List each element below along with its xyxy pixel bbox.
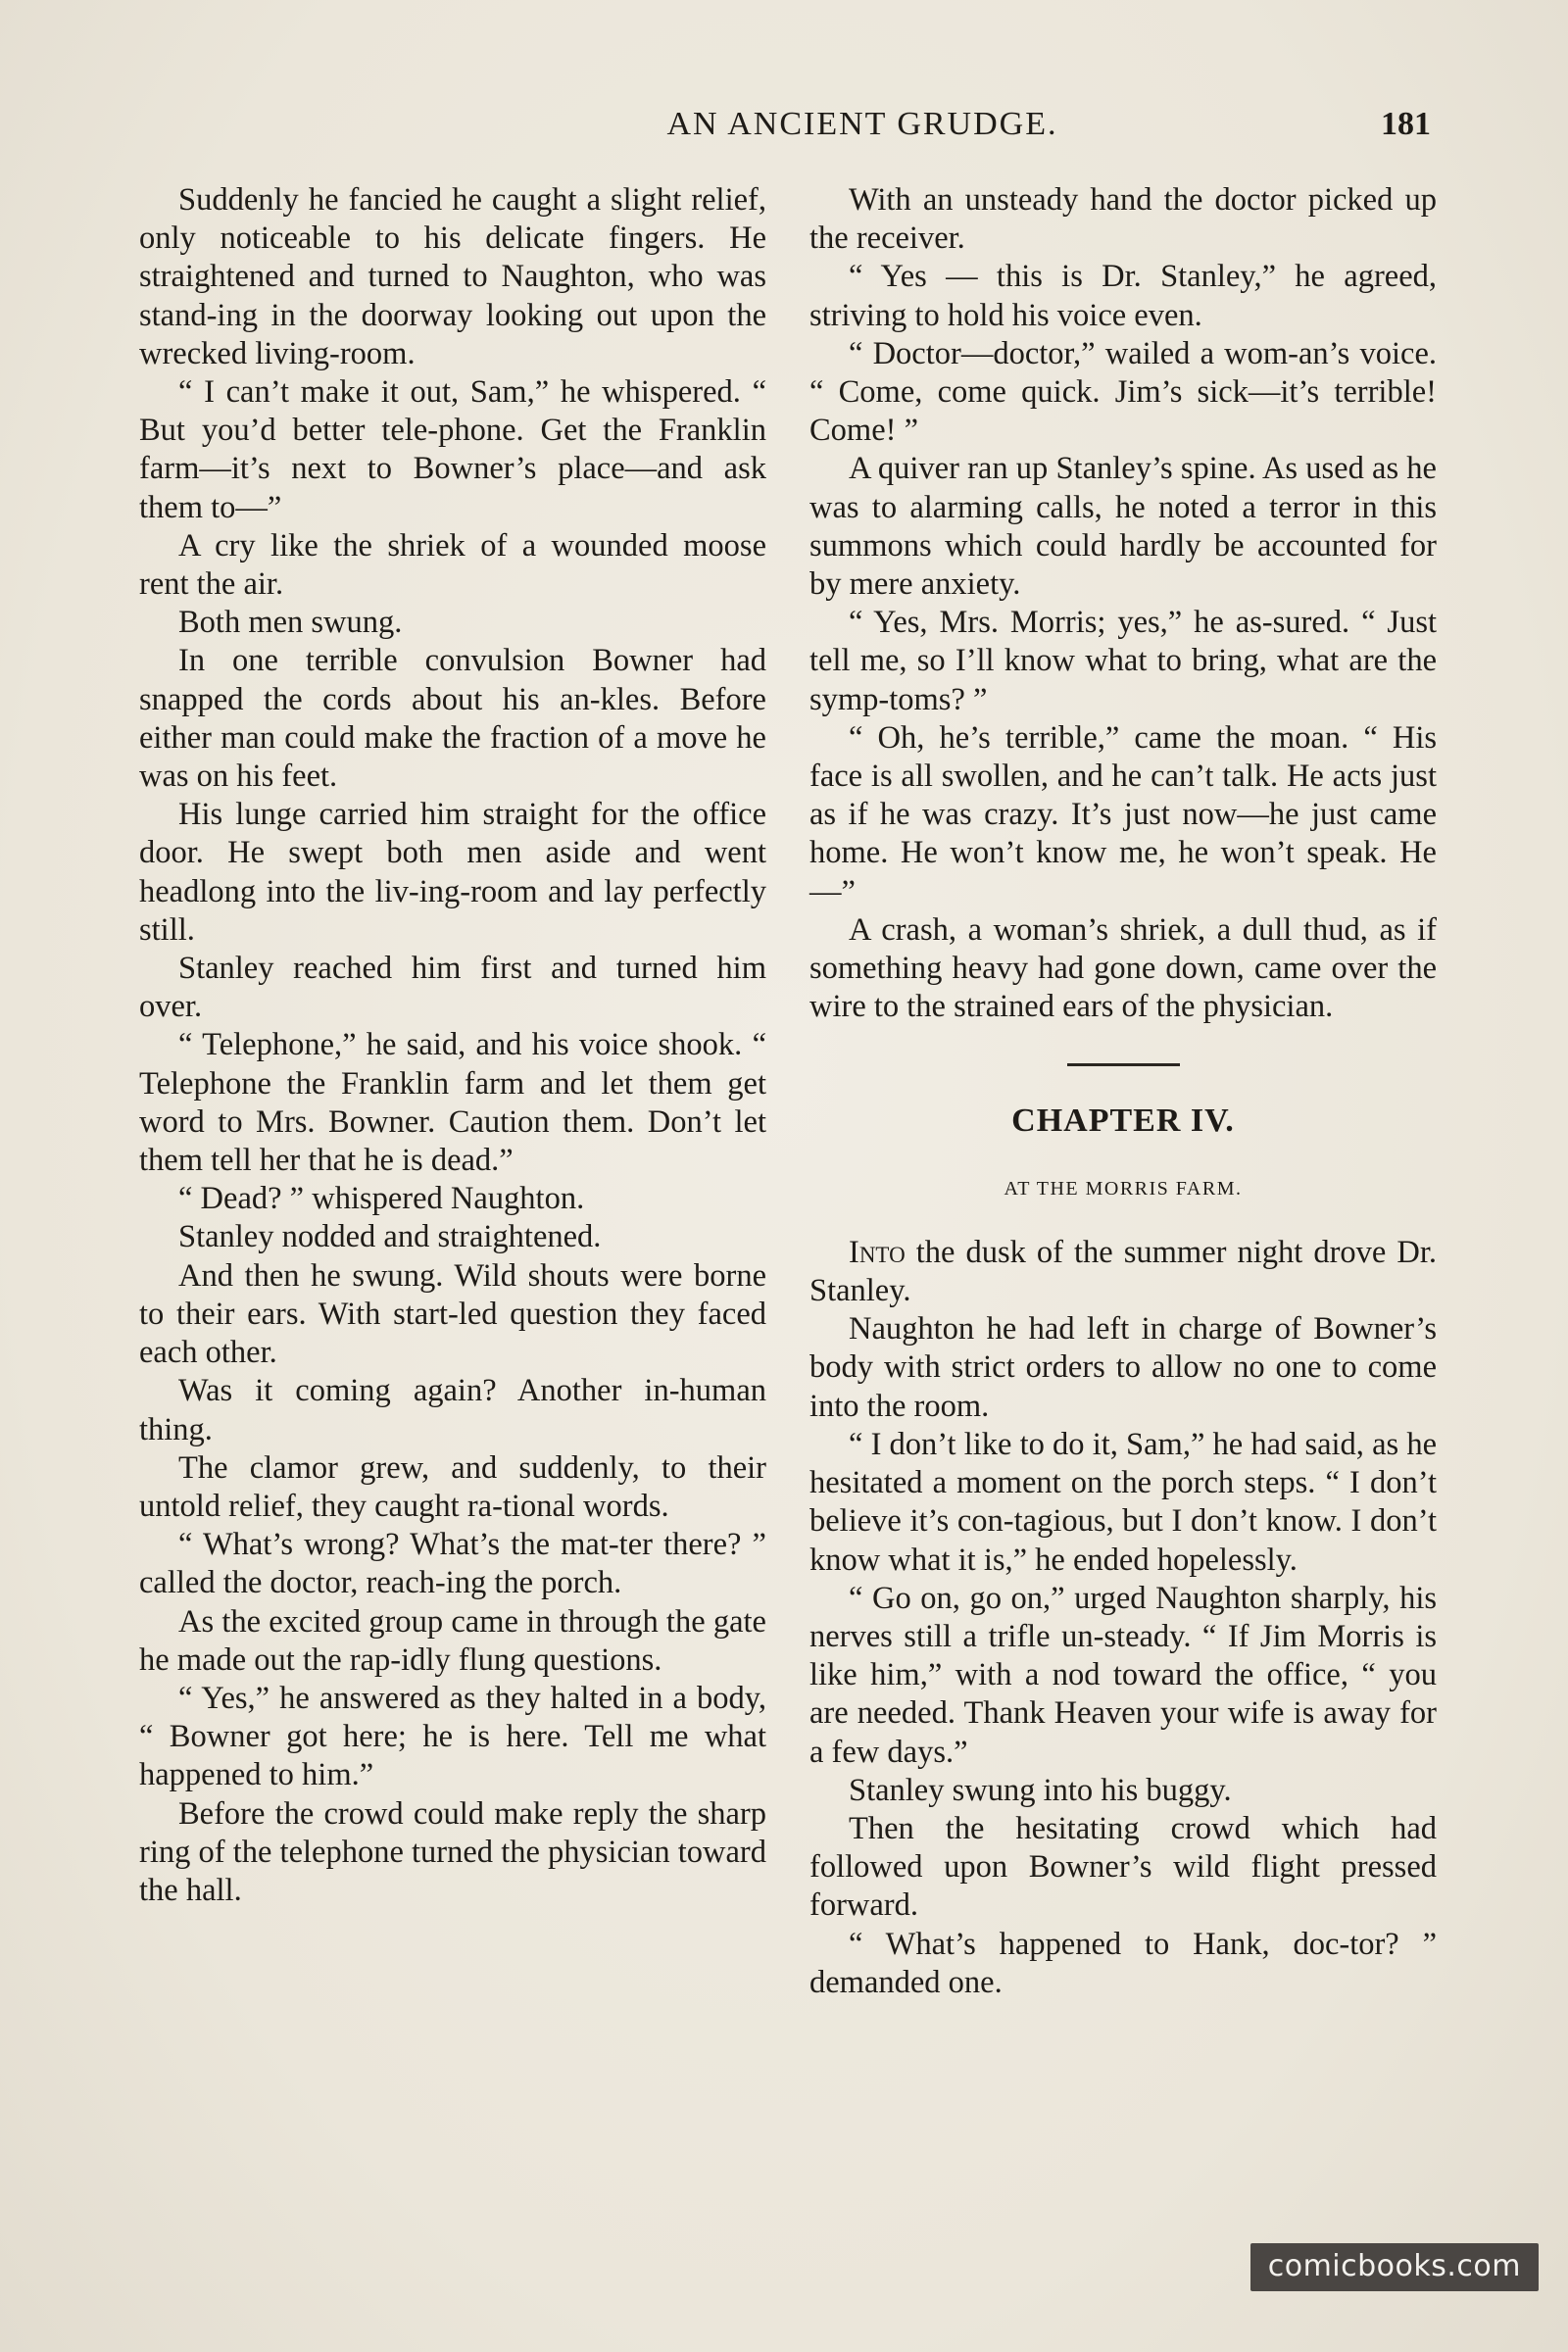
paragraph: Stanley nodded and straightened. xyxy=(178,1219,602,1255)
paragraph: Was it coming again? Another in-human thing. xyxy=(139,1373,766,1447)
paragraph: Stanley reached him first and turned him over. xyxy=(139,951,766,1025)
drop-lead-word: Into xyxy=(849,1234,906,1270)
paragraph: “ I don’t like to do it, Sam,” he had said, as he hesitated a moment on the porch steps. “ I don’t believe it’s con-tagious, but I don’t know. I don’t know what it is,” he ended hopelessly. xyxy=(809,1426,1437,1578)
paragraph: “ Dead? ” whispered Naughton. xyxy=(178,1181,585,1217)
paragraph: A cry like the shriek of a wounded moose rent the air. xyxy=(139,527,766,603)
paragraph: His lunge carried him straight for the office door. He swept both men aside and went headlong into the liv-ing-room and lay perfectly still. xyxy=(139,797,766,948)
paragraph: Both men swung. xyxy=(178,605,403,641)
paragraph: A crash, a woman’s shriek, a dull thud, as if something heavy had gone down, came over the wire to the strained ears of the physician. xyxy=(809,911,1437,1025)
paragraph: Naughton he had left in charge of Bowner’s body with strict orders to allow no one to come into the room. xyxy=(809,1311,1437,1424)
chapter-title: CHAPTER IV. xyxy=(1011,1102,1235,1140)
paragraph: Suddenly he fancied he caught a slight relief, only noticeable to his delicate fingers. He straightened and turned to Naughton, who was stand-ing in the doorway looking out upon the wrecked living-room. xyxy=(139,182,766,371)
paragraph: The clamor grew, and suddenly, to their untold relief, they caught ra-tional words. xyxy=(139,1449,766,1524)
paragraph: “ Doctor—doctor,” wailed a wom-an’s voice. “ Come, come quick. Jim’s sick—it’s terrible! Come! ” xyxy=(809,335,1437,449)
paragraph: With an unsteady hand the doctor picked up the receiver. xyxy=(809,182,1437,257)
paragraph: “ Yes — this is Dr. Stanley,” he agreed, striving to hold his voice even. xyxy=(809,259,1437,333)
paragraph: “ Yes, Mrs. Morris; yes,” he as-sured. “ Just tell me, so I’ll know what to bring, what are the symp-toms? ” xyxy=(809,605,1437,717)
chapter-opening-paragraph xyxy=(809,1234,1437,1310)
left-column xyxy=(139,181,766,1910)
paragraph: “ I can’t make it out, Sam,” he whispered. “ But you’d better tele-phone. Get the Franklin farm—it’s next to Bowner’s place—and ask them to—” xyxy=(139,374,766,525)
running-title: AN ANCIENT GRUDGE. xyxy=(666,106,1058,142)
paragraph: “ Yes,” he answered as they halted in a body, “ Bowner got here; he is here. Tell me what happened to him.” xyxy=(139,1680,766,1793)
page-header xyxy=(137,98,1431,157)
right-column xyxy=(809,181,1437,2002)
paragraph: “ What’s happened to Hank, doc-tor? ” demanded one. xyxy=(809,1926,1437,2000)
paragraph: “ Go on, go on,” urged Naughton sharply, his nerves still a trifle un-steady. “ If Jim Morris is like him,” with a nod toward the office, “ you are needed. Thank Heaven your wife is away for a few days.” xyxy=(809,1580,1437,1770)
paragraph: As the excited group came in through the gate he made out the rap-idly flung questions. xyxy=(139,1603,766,1678)
opening-text: the dusk of the summer night drove Dr. Stanley. xyxy=(809,1234,1437,1309)
paragraph: “ What’s wrong? What’s the mat-ter there? ” called the doctor, reach-ing the porch. xyxy=(139,1527,766,1601)
paragraph: In one terrible convulsion Bowner had snapped the cords about his an-kles. Before either man could make the fraction of a move he was on his feet. xyxy=(139,643,766,795)
site-watermark: comicbooks.com xyxy=(1250,2243,1539,2291)
paragraph: “ Telephone,” he said, and his voice shook. “ Telephone the Franklin farm and let them get word to Mrs. Bowner. Caution them. Don’t let them tell her that he is dead.” xyxy=(139,1027,766,1179)
paragraph: “ Oh, he’s terrible,” came the moan. “ His face is all swollen, and he can’t talk. He acts just as if he was crazy. It’s just now—he just came home. He won’t know me, he won’t speak. He—” xyxy=(809,719,1437,909)
chapter-subtitle: AT THE MORRIS FARM. xyxy=(1004,1177,1243,1200)
paragraph: And then he swung. Wild shouts were borne to their ears. With start-led question they faced each other. xyxy=(139,1257,766,1371)
paragraph: Before the crowd could make reply the sharp ring of the telephone turned the physician toward the hall. xyxy=(139,1795,766,1908)
section-divider xyxy=(1067,1063,1180,1066)
page-number: 181 xyxy=(1381,106,1431,142)
paragraph: A quiver ran up Stanley’s spine. As used as he was to alarming calls, he noted a terror in this summons which could hardly be accounted for by mere anxiety. xyxy=(809,451,1437,603)
paragraph: Then the hesitating crowd which had followed upon Bowner’s wild flight pressed forward. xyxy=(809,1810,1437,1924)
paragraph: Stanley swung into his buggy. xyxy=(849,1772,1232,1808)
